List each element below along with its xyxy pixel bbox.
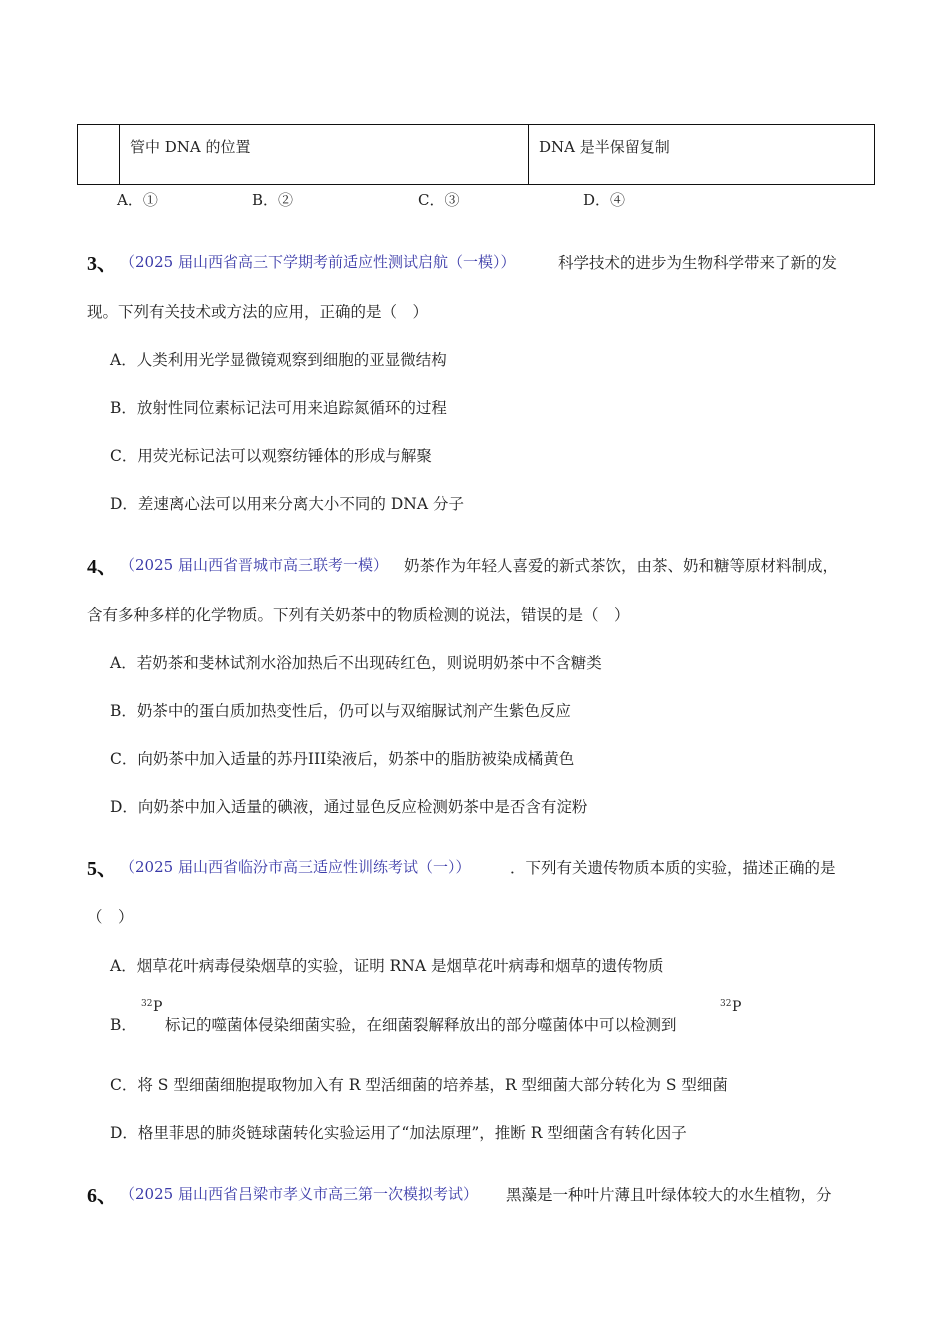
q2-option-d[interactable]: D．④ bbox=[583, 191, 626, 209]
q2-option-c[interactable]: C．③ bbox=[418, 191, 460, 209]
answer-table-fragment bbox=[77, 124, 875, 185]
option-d[interactable]: D．格里菲思的肺炎链球菌转化实验运用了“加法原理”，推断 R 型细菌含有转化因子 bbox=[110, 1124, 687, 1142]
option-a[interactable]: A．烟草花叶病毒侵染烟草的实验，证明 RNA 是烟草花叶病毒和烟草的遗传物质 bbox=[110, 957, 664, 975]
question-number: 4、 bbox=[87, 556, 117, 578]
table-cell-position: 管中 DNA 的位置 bbox=[120, 125, 529, 185]
isotope-mass-number: 32 bbox=[720, 999, 732, 1009]
option-d[interactable]: D．向奶茶中加入适量的碘液，通过显色反应检测奶茶中是否含有淀粉 bbox=[110, 798, 588, 816]
isotope-mass-number: 32 bbox=[141, 999, 153, 1009]
q2-option-a[interactable]: A．① bbox=[117, 191, 158, 209]
question-stem-line2: 含有多种多样的化学物质。下列有关奶茶中的物质检测的说法，错误的是（ ） bbox=[87, 606, 630, 624]
isotope-symbol: P bbox=[732, 999, 742, 1015]
table-cell-blank bbox=[78, 125, 120, 185]
question-number: 5、 bbox=[87, 858, 117, 880]
q2-option-b[interactable]: B．② bbox=[252, 191, 294, 209]
question-stem-line1: 奶茶作为年轻人喜爱的新式茶饮，由茶、奶和糖等原材料制成， bbox=[404, 557, 839, 575]
question-stem-line2: 现。下列有关技术或方法的应用，正确的是（ ） bbox=[87, 303, 429, 321]
table-cell-conclusion: DNA 是半保留复制 bbox=[529, 125, 875, 185]
question-number: 6、 bbox=[87, 1185, 117, 1207]
option-c[interactable]: C．将 S 型细菌细胞提取物加入有 R 型活细菌的培养基，R 型细菌大部分转化为 S 型细菌 bbox=[110, 1076, 728, 1094]
question-source: （2025 届山西省高三下学期考前适应性测试启航（一模）） bbox=[120, 253, 516, 271]
question-source: （2025 届山西省吕梁市孝义市高三第一次模拟考试） bbox=[120, 1185, 478, 1203]
option-b-text: 标记的噬菌体侵染细菌实验，在细菌裂解释放出的部分噬菌体中可以检测到 bbox=[165, 1016, 677, 1034]
question-source: （2025 届山西省临汾市高三适应性训练考试（一）） bbox=[120, 858, 471, 876]
option-d[interactable]: D．差速离心法可以用来分离大小不同的 DNA 分子 bbox=[110, 495, 464, 513]
question-stem-line2: （ ） bbox=[87, 908, 134, 926]
question-number: 3、 bbox=[87, 253, 117, 275]
option-b[interactable]: B．奶茶中的蛋白质加热变性后，仍可以与双缩脲试剂产生紫色反应 bbox=[110, 702, 571, 720]
option-b-prefix: B． bbox=[110, 1016, 137, 1034]
option-c[interactable]: C．向奶茶中加入适量的苏丹III染液后，奶茶中的脂肪被染成橘黄色 bbox=[110, 750, 575, 768]
isotope-symbol: P bbox=[153, 999, 163, 1015]
question-stem-line1: 黑藻是一种叶片薄且叶绿体较大的水生植物，分 bbox=[506, 1186, 832, 1204]
option-c[interactable]: C．用荧光标记法可以观察纺锤体的形成与解聚 bbox=[110, 447, 432, 465]
question-stem-line1: 科学技术的进步为生物科学带来了新的发 bbox=[558, 254, 838, 272]
option-a[interactable]: A．人类利用光学显微镜观察到细胞的亚显微结构 bbox=[110, 351, 447, 369]
option-b[interactable]: B．放射性同位素标记法可用来追踪氮循环的过程 bbox=[110, 399, 447, 417]
question-stem-line1: ．下列有关遗传物质本质的实验，描述正确的是 bbox=[510, 859, 836, 877]
option-a[interactable]: A．若奶茶和斐林试剂水浴加热后不出现砖红色，则说明奶茶中不含糖类 bbox=[110, 654, 602, 672]
question-source: （2025 届山西省晋城市高三联考一模） bbox=[120, 556, 388, 574]
